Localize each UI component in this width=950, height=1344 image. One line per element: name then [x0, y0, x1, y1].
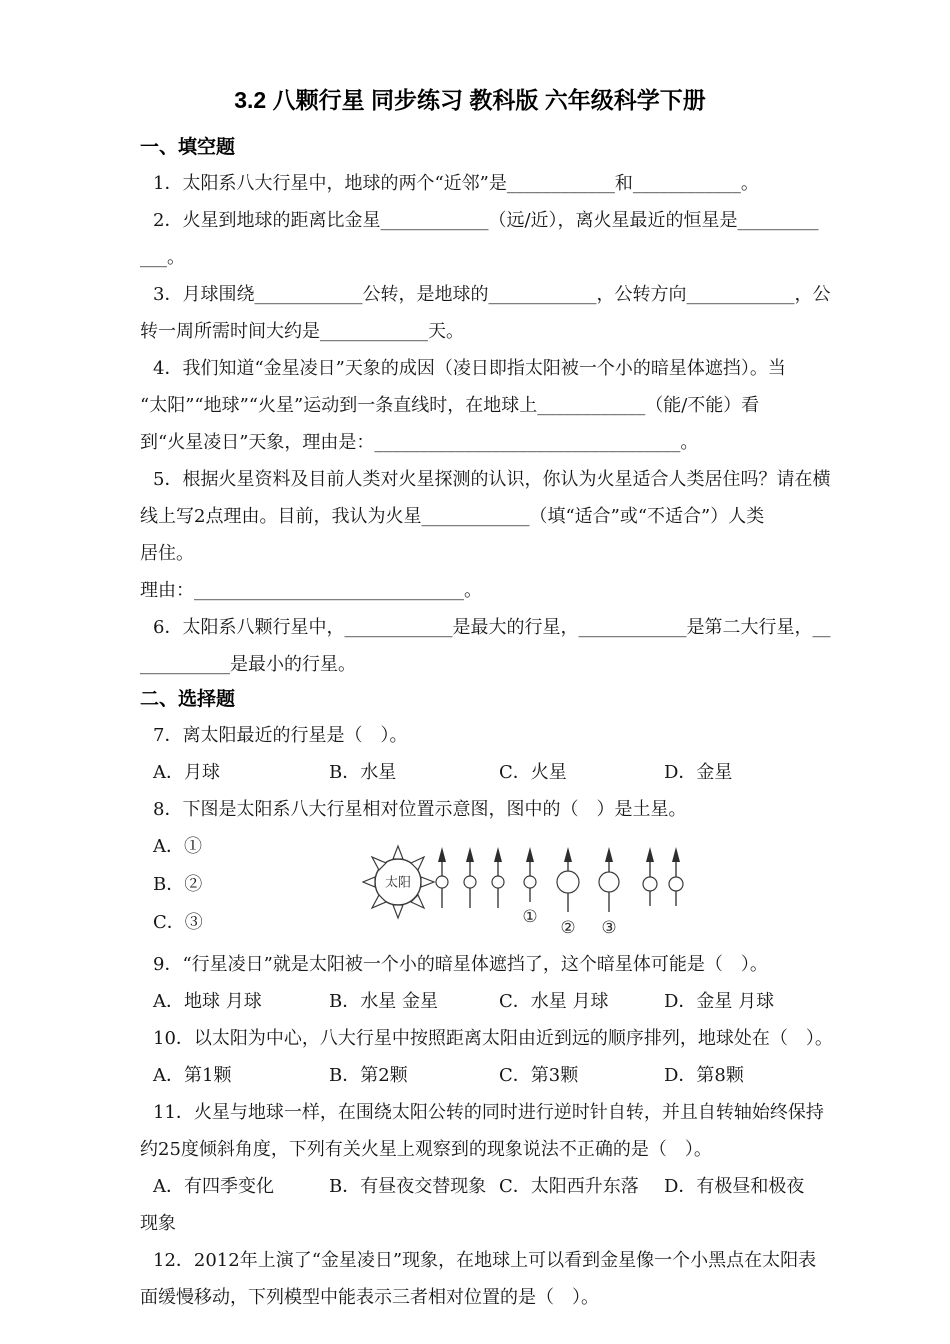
option-c: C．火星	[499, 762, 567, 783]
question-7-stem: 7．离太阳最近的行星是（ ）。	[153, 725, 408, 746]
planet-icon	[464, 847, 476, 908]
option-a: A．月球	[153, 762, 220, 783]
question-3-line-2: 转一周所需时间大约是____________天。	[140, 321, 464, 342]
question-9-options-row	[140, 983, 940, 1020]
planet-icon	[643, 847, 657, 906]
question-3-line-1: 3．月球围绕____________公转，是地球的____________，公转方向____________，公	[153, 284, 831, 305]
option-b: B．水星 金星	[329, 991, 438, 1012]
question-8-figure-block	[140, 828, 940, 946]
question-4-line-2: “太阳”“地球”“火星”运动到一条直线时，在地球上____________（能/不能）看	[140, 395, 760, 416]
question-10-options-row	[140, 1057, 940, 1094]
question-6-line-1: 6．太阳系八颗行星中，____________是最大的行星，____________是第二大行星，__	[153, 617, 831, 638]
sun-label: 太阳	[384, 875, 412, 891]
question-9-stem: 9．“行星凌日”就是太阳被一个小的暗星体遮挡了，这个暗星体可能是（ ）。	[153, 954, 768, 975]
planet-label-3: ③	[601, 918, 617, 938]
question-11-options-row	[140, 1168, 940, 1205]
planet-icon	[599, 847, 619, 938]
question-5-line-3: 居住。	[140, 543, 194, 564]
planet-icon	[492, 847, 504, 908]
document-title: 3.2 八颗行星 同步练习 教科版 六年级科学下册	[234, 87, 706, 113]
option-d: D．有极昼和极夜	[664, 1176, 805, 1197]
question-11-stem-line-1: 11．火星与地球一样，在围绕太阳公转的同时进行逆时针自转，并且自转轴始终保持	[153, 1102, 824, 1123]
option-b: B．②	[153, 874, 203, 895]
question-11-option-d-overflow: 现象	[140, 1213, 176, 1234]
question-10-stem: 10．以太阳为中心，八大行星中按照距离太阳由近到远的顺序排列，地球处在（ ）。	[153, 1028, 833, 1049]
planet-icon	[522, 847, 537, 927]
option-c: C．③	[153, 912, 203, 933]
option-a: A．①	[153, 836, 202, 857]
question-5-line-1: 5．根据火星资料及目前人类对火星探测的认识，你认为火星适合人类居住吗？请在横	[153, 469, 831, 490]
section-heading-choice: 二、选择题	[140, 689, 236, 710]
question-11-stem-line-2: 约25度倾斜角度，下列有关火星上观察到的现象说法不正确的是（ ）。	[140, 1139, 712, 1160]
option-b: B．有昼夜交替现象	[329, 1176, 487, 1197]
option-c: C．水星 月球	[499, 991, 609, 1012]
question-4-line-3: 到“火星凌日”天象，理由是：__________________________________。	[140, 432, 699, 453]
question-8-options-column	[140, 828, 362, 942]
question-5-reason-line: 理由：______________________________。	[140, 580, 482, 601]
option-a: A．有四季变化	[153, 1176, 274, 1197]
option-d: D．金星 月球	[664, 991, 775, 1012]
planet-label-1: ①	[522, 907, 538, 927]
option-b: B．水星	[329, 762, 397, 783]
question-7-options-row	[140, 754, 940, 791]
option-d: D．金星	[664, 762, 733, 783]
question-12-stem-line-2: 面缓慢移动，下列模型中能表示三者相对位置的是（ ）。	[140, 1287, 599, 1308]
planet-icon	[436, 847, 448, 908]
question-4-line-1: 4．我们知道“金星凌日”天象的成因（凌日即指太阳被一个小的暗星体遮挡）。当	[153, 358, 786, 379]
solar-system-diagram	[362, 832, 702, 944]
question-6-line-2: __________是最小的行星。	[140, 654, 356, 675]
planet-label-2: ②	[560, 918, 576, 938]
option-a: A．地球 月球	[153, 991, 262, 1012]
question-2-line-1: 2．火星到地球的距离比金星____________（远/近），离火星最近的恒星是_________	[153, 210, 819, 231]
question-12-stem-line-1: 12．2012年上演了“金星凌日”现象，在地球上可以看到金星像一个小黑点在太阳表	[153, 1250, 817, 1271]
section-heading-fill: 一、填空题	[140, 137, 236, 158]
option-c: C．第3颗	[499, 1065, 579, 1086]
question-5-line-2: 线上写2点理由。目前，我认为火星____________（填“适合”或“不适合”）人类	[140, 506, 765, 527]
question-2-line-2: ___。	[140, 247, 185, 268]
question-8-stem: 8．下图是太阳系八大行星相对位置示意图，图中的（ ）是土星。	[153, 799, 687, 820]
option-a: A．第1颗	[153, 1065, 232, 1086]
question-1-line: 1．太阳系八大行星中，地球的两个“近邻”是____________和____________。	[153, 173, 759, 194]
option-b: B．第2颗	[329, 1065, 408, 1086]
planet-icon	[669, 847, 683, 906]
option-d: D．第8颗	[664, 1065, 744, 1086]
option-c: C．太阳西升东落	[499, 1176, 639, 1197]
sun-icon	[363, 846, 434, 918]
planet-icon	[557, 847, 579, 938]
